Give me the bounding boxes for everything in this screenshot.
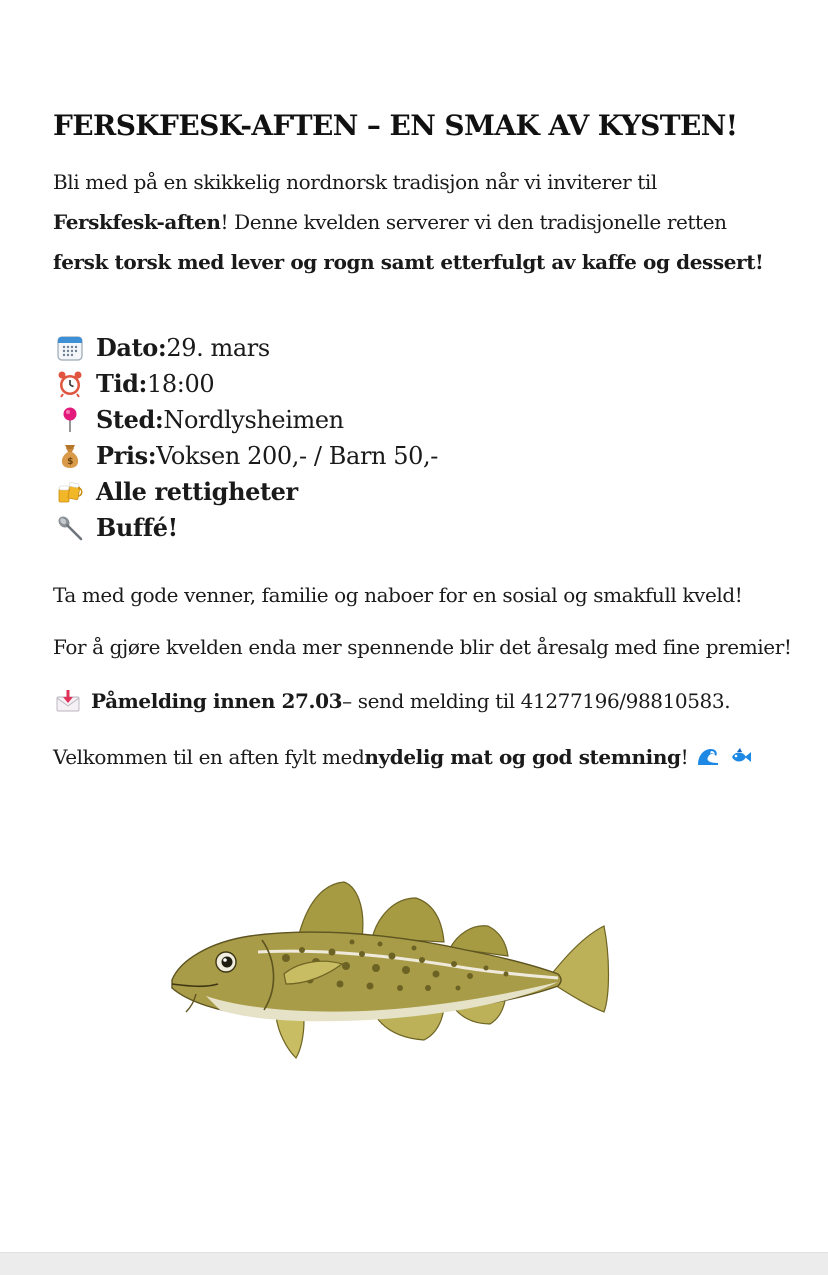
beer-mugs-icon	[56, 478, 84, 506]
signup-paragraph	[53, 688, 793, 714]
intro-line-2	[53, 202, 793, 242]
welcome-text-end: !	[680, 745, 689, 769]
detail-price	[53, 438, 793, 474]
cod-fish-illustration	[166, 876, 610, 1066]
signup-deadline: Påmelding innen 27.03	[91, 689, 343, 713]
intro-event-name: Ferskfesk-aften	[53, 210, 221, 234]
svg-text:$: $	[67, 457, 73, 467]
tail-fin	[550, 926, 609, 1012]
intro-line-2-text: ! Denne kvelden serverer vi den tradisjonelle retten	[220, 210, 727, 234]
alarm-clock-icon	[56, 370, 84, 398]
detail-date-value: 29. mars	[166, 334, 270, 362]
intro-line-3	[53, 242, 793, 282]
detail-buffet-label: Buffé!	[96, 513, 178, 542]
detail-buffet	[53, 510, 793, 546]
intro-line-1: Bli med på en skikkelig nordnorsk tradisjon når vi inviterer til	[53, 170, 657, 194]
event-details	[53, 330, 793, 546]
welcome-paragraph	[53, 744, 793, 770]
spoon-icon	[56, 514, 84, 542]
detail-price-label: Pris:	[96, 441, 157, 470]
welcome-text-start: Velkommen til en aften fylt med	[53, 745, 365, 769]
detail-date-label: Dato:	[96, 333, 167, 362]
welcome-text-bold: nydelig mat og god stemning	[364, 745, 681, 769]
intro-menu: fersk torsk med lever og rogn samt etterfulgt av kaffe og dessert!	[53, 250, 764, 274]
calendar-icon	[56, 334, 84, 362]
detail-licensed-label: Alle rettigheter	[96, 477, 298, 506]
fish-icon	[728, 745, 752, 769]
detail-date	[53, 330, 793, 366]
detail-licensed	[53, 474, 793, 510]
raffle-paragraph: For å gjøre kvelden enda mer spennende blir det åresalg med fine premier!	[53, 635, 792, 659]
detail-location-value: Nordlysheimen	[163, 406, 344, 434]
envelope-arrow-icon	[55, 688, 81, 714]
detail-price-value: Voksen 200,- / Barn 50,-	[156, 442, 438, 470]
detail-location	[53, 402, 793, 438]
page-bottom-bar	[0, 1252, 828, 1275]
detail-time	[53, 366, 793, 402]
dorsal-fin-1	[298, 882, 363, 938]
detail-location-label: Sted:	[96, 405, 164, 434]
signup-contact: – send melding til 41277196/98810583.	[342, 689, 731, 713]
social-paragraph: Ta med gode venner, familie og naboer for en sosial og smakfull kveld!	[53, 583, 743, 607]
pelvic-fin	[276, 1016, 304, 1058]
detail-time-label: Tid:	[96, 369, 148, 398]
pushpin-icon	[56, 406, 84, 434]
money-bag-icon	[56, 442, 84, 470]
intro-paragraph	[53, 162, 793, 282]
wave-icon	[696, 745, 720, 769]
detail-time-value: 18:00	[147, 370, 215, 398]
document-content	[53, 104, 793, 770]
dorsal-fin-2	[372, 898, 444, 942]
event-title: FERSKFESK-AFTEN – EN SMAK AV KYSTEN!	[53, 109, 738, 142]
